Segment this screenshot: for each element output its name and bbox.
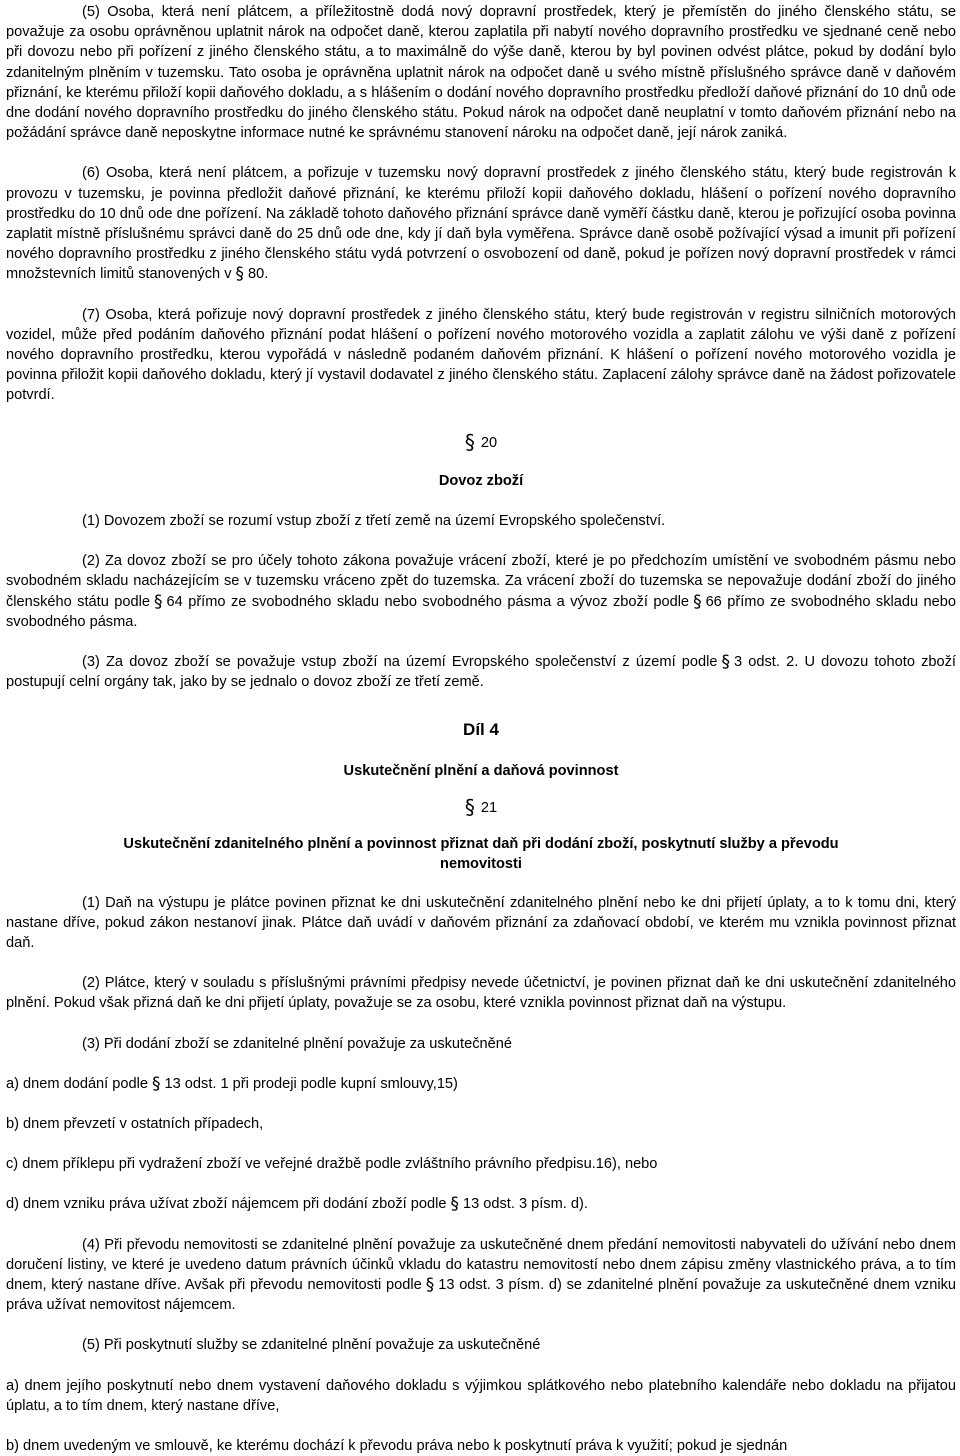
section-21-paragraph-4-text: se zdanitelné plnění považuje za uskutečněné dnem vzniku práva užívat nemovitost nájemcem. xyxy=(6,1276,956,1314)
section-symbol: § xyxy=(464,429,475,454)
section-21-paragraph-4 xyxy=(6,1235,956,1316)
paragraph-7 xyxy=(6,305,956,406)
list-item-a2: a) dnem jejího poskytnutí nebo dnem vystavení daňového dokladu s výjimkou splátkového nebo platebního kalendáře nebo dokladu na přijatou úplatu, a to tím dnem, který nastane dříve, xyxy=(6,1377,956,1414)
section-20-paragraph-3-text: U dovozu tohoto zboží postupují celní orgány tak, jako by se jednalo o dovoz zboží ze třetí země. xyxy=(6,654,956,691)
section-symbol: § xyxy=(693,591,702,612)
list-item-c: c) dnem příklepu při vydražení zboží ve veřejné dražbě podle zvláštního právního předpisu.16), nebo xyxy=(6,1156,658,1173)
section-21-paragraph-1 xyxy=(6,893,956,954)
section-number: 21 xyxy=(480,799,498,816)
document-page xyxy=(6,2,956,1456)
section-21-paragraph-3 xyxy=(6,1034,956,1054)
paragraph-7-text: (7) Osoba, která pořizuje nový dopravní prostředek z jiného členského státu, který bude registrován v registru silničních motorových vozidel, může před podáním daňového přiznání podat hlášení o pořízení nového motorového vozidla a zaplatit zálohu ve výši daně z pořízení nového dopravního prostředku, kterou vypořádá v následně podaném daňovém přiznání. K hlášení o pořízení nového motorového vozidla je povinna přiložit kopii daňového dokladu, který jí vystavil dodavatel z jiného členského státu. Zaplacení zálohy správce daně na žádost pořizovatele potvrdí. xyxy=(6,306,956,404)
part-4-title: Díl 4 xyxy=(463,720,499,740)
section-reference[interactable]: 3 odst. 2. xyxy=(734,654,799,671)
section-20-paragraph-2-text: přímo ze svobodného skladu nebo svobodného pásma a vývoz zboží podle xyxy=(188,593,690,610)
section-symbol: § xyxy=(450,1194,459,1215)
section-21-paragraph-2 xyxy=(6,973,956,1013)
paragraph-6 xyxy=(6,163,956,284)
paragraph-5-text: (5) Osoba, která není plátcem, a příležitostně dodá nový dopravní prostředek, který je přemístěn do jiného členského státu, se považuje za osobu oprávněnou uplatnit nárok na odpočet daně, kterou zaplatila při nabytí nového dopravního prostředku ve sjednané ceně nebo při dovozu nebo při pořízení z jiného členského státu, a to maximálně do výše daně, kterou by byl povinen odvést plátce, pokud by dodání bylo zdanitelným plněním v tuzemsku. Tato osoba je oprávněna uplatnit nárok na odpočet daně u svého místně příslušného správce daně v daňovém přiznání, ke kterému přiloží kopii daňového dokladu, a s hlášením o dodání nového dopravního prostředku předloží daňové přiznání do 10 dnů ode dne dodání nového dopravního prostředku do jiného členského státu. Pokud nárok na odpočet daně neuplatní v tomto daňovém přiznání nebo na požádání správce daně neposkytne informace nutné ke správnému stanovení nároku na odpočet daně, její nárok zaniká. xyxy=(6,4,956,142)
section-number: 20 xyxy=(480,434,498,451)
section-reference[interactable]: 13 odst. 1 xyxy=(164,1075,229,1092)
section-symbol: § xyxy=(721,652,730,673)
section-reference[interactable]: 64 xyxy=(166,593,183,610)
section-symbol: § xyxy=(235,264,244,285)
section-reference[interactable]: 13 odst. 3 písm. d) xyxy=(438,1276,562,1293)
list-item-a-text: při prodeji podle kupní smlouvy,15) xyxy=(232,1075,458,1092)
section-20-paragraph-2-text: (2) Za dovoz zboží se pro účely tohoto zákona považuje vrácení zboží, které je po předchozím umístění ve svobodném pásmu nebo svobodném skladu nacházejícím se v tuzemsku vráceno zpět do tuzemska. Za vrácení zboží do tuzemska se nepovažuje dodání zboží do jiného členského státu podle xyxy=(6,553,956,610)
section-21-paragraph-1-text: (1) Daň na výstupu je plátce povinen přiznat ke dni uskutečnění zdanitelného plnění nebo ke dni přijetí úplaty, a to k tomu dni, který nastane dříve, pokud zákon nestanoví jinak. Plátce daň uvádí v daňovém přiznání za zdaňovací období, ve kterém mu vznikla povinnost přiznat daň. xyxy=(6,894,956,951)
paragraph-6-text: (6) Osoba, která není plátcem, a pořizuje v tuzemsku nový dopravní prostředek z jiného členského státu, který bude registrován k provozu v tuzemsku, je povinna předložit daňové přiznání, ke kterému přiloží kopii daňového dokladu, hlášení o pořízení nového dopravního prostředku do 10 dnů ode dne pořízení. Na základě tohoto daňového přiznání správce daně vyměří částku daně, kterou je pořizující osoba povinna zaplatit místně příslušnému správci daně do 25 dnů ode dne, kdy jí daň byla vyměřena. Správce daně osobě požívající výsad a imunit při pořízení nového dopravního prostředku z jiného členského státu vydá potvrzení o osvobození od daně, pokud je pořízen nový dopravní prostředek v rámci množstevních limitů stanovených v xyxy=(6,165,956,283)
section-symbol: § xyxy=(425,1274,435,1295)
section-21-title: Uskutečnění zdanitelného plnění a povinnost přiznat daň při dodání zboží, poskytnutí služby a převodu nemovitosti xyxy=(123,836,839,873)
list-item-d-text: d) dnem vzniku práva užívat zboží nájemcem při dodání zboží podle xyxy=(6,1196,447,1213)
section-20-heading xyxy=(6,429,956,454)
section-20-title: Dovoz zboží xyxy=(438,472,524,489)
section-20-paragraph-3 xyxy=(6,652,956,692)
section-20-paragraph-3-text: (3) Za dovoz zboží se považuje vstup zboží na území Evropského společenství z území podle xyxy=(82,654,718,671)
section-20-paragraph-1 xyxy=(6,511,956,531)
paragraph-5 xyxy=(6,2,956,143)
list-item-d xyxy=(6,1194,956,1214)
section-21-paragraph-5 xyxy=(6,1335,956,1355)
section-21-paragraph-4-text: (4) Při převodu nemovitosti se zdanitelné plnění považuje za uskutečněné dnem předání nemovitosti nabyvateli do užívání nebo dnem doručení listiny, ve které je uvedeno datum právních účinků vkladu do katastru nemovitostí nebo dnem zápisu změny vlastnického práva, a to tím dnem, který nastane dříve. Avšak při převodu nemovitosti podle xyxy=(6,1236,956,1293)
section-20-paragraph-1-text: (1) Dovozem zboží se rozumí vstup zboží z třetí země na území Evropského společenství. xyxy=(82,513,666,530)
list-item-a xyxy=(6,1074,956,1094)
part-4-subtitle: Uskutečnění plnění a daňová povinnost xyxy=(343,762,619,779)
list-item-a-text: a) dnem dodání podle xyxy=(6,1075,148,1092)
section-symbol: § xyxy=(152,1073,161,1094)
section-20-paragraph-2 xyxy=(6,551,956,632)
section-reference[interactable]: 66 xyxy=(705,593,722,610)
section-reference[interactable]: 80. xyxy=(248,266,269,283)
section-symbol: § xyxy=(464,794,475,819)
section-symbol: § xyxy=(154,591,163,612)
list-item-b: b) dnem převzetí v ostatních případech, xyxy=(6,1115,264,1132)
section-21-paragraph-3-text: (3) Při dodání zboží se zdanitelné plnění považuje za uskutečněné xyxy=(82,1035,512,1052)
section-21-paragraph-5-text: (5) Při poskytnutí služby se zdanitelné plnění považuje za uskutečněné xyxy=(82,1337,541,1354)
section-21-heading xyxy=(6,794,956,819)
section-20-paragraph-2-text: přímo ze svobodného skladu nebo svobodného pásma. xyxy=(6,593,957,630)
section-21-paragraph-2-text: (2) Plátce, který v souladu s příslušnými právními předpisy nevede účetnictví, je povinen přiznat daň ke dni uskutečnění zdanitelného plnění. Pokud však přizná daň ke dni přijetí úplaty, považuje se za osobu, které vznikla povinnost přiznat daň na výstupu. xyxy=(6,975,956,1012)
section-reference[interactable]: 13 odst. 3 písm. d). xyxy=(462,1196,588,1213)
list-item-b2: b) dnem uvedeným ve smlouvě, ke kterému dochází k převodu práva nebo k poskytnutí práva k využití; pokud je sjednán xyxy=(6,1437,788,1454)
